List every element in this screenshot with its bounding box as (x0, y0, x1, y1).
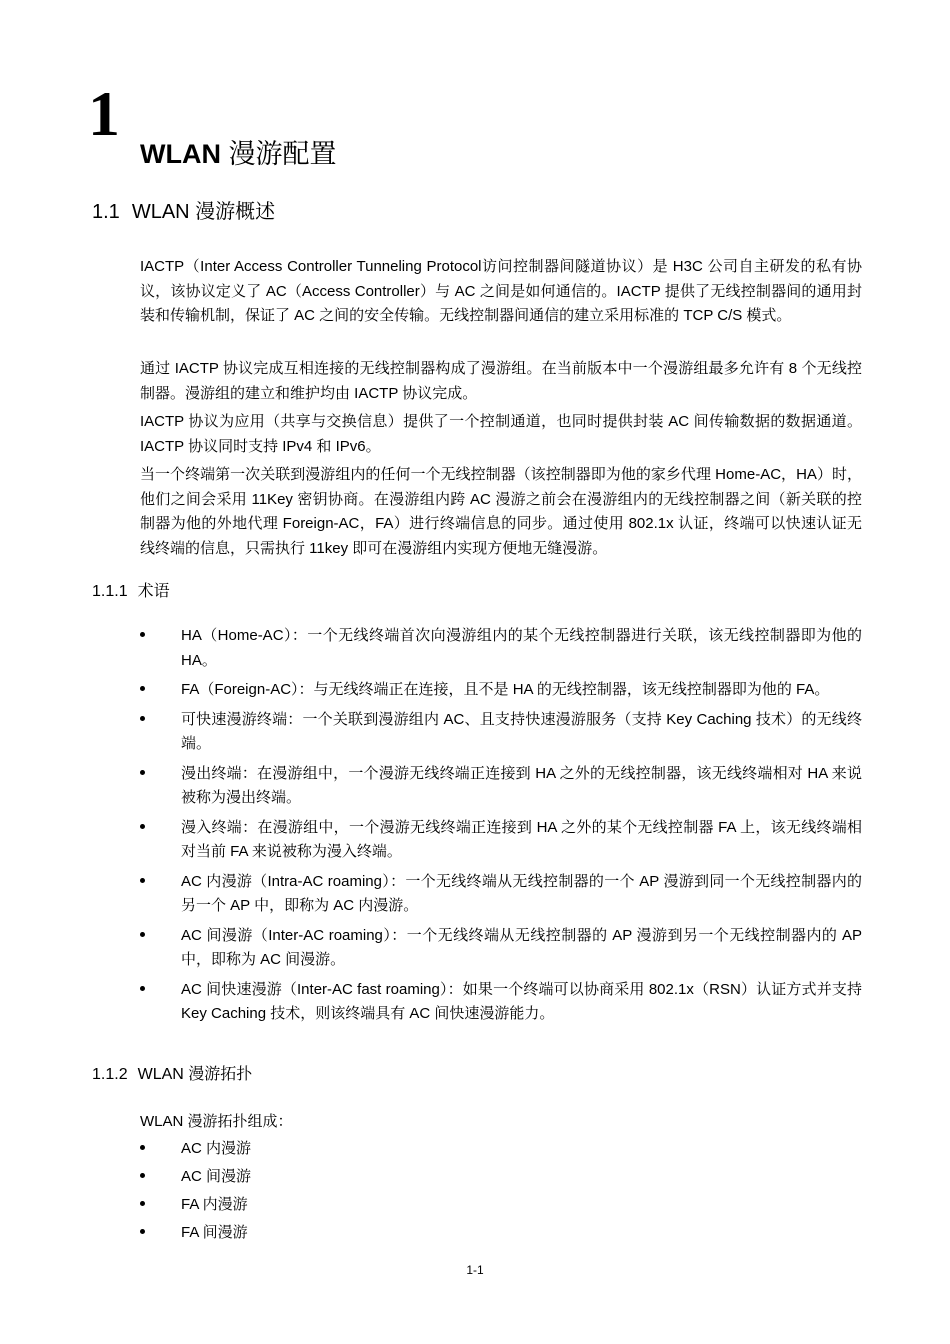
terms-list (140, 624, 862, 1032)
chapter-title-cjk: 漫游配置 (220, 139, 337, 169)
bullet-icon (140, 716, 145, 721)
bullet-icon (140, 1229, 145, 1234)
list-item (140, 624, 862, 673)
list-item-text: FA 间漫游 (181, 1224, 248, 1241)
list-item (140, 1165, 862, 1190)
list-item-text: 可快速漫游终端：一个关联到漫游组内 AC、且支持快速漫游服务（支持 Key Caching 技术）的无线终端。 (181, 710, 862, 752)
paragraph-iactp-channels: IACTP 协议为应用（共享与交换信息）提供了一个控制通道，也同时提供封装 AC 间传输数据的数据通道。IACTP 协议同时支持 IPv4 和 IPv6。 (140, 413, 862, 455)
list-item (140, 924, 862, 973)
bullet-icon (140, 632, 145, 637)
list-item-text: AC 间漫游 (181, 1168, 252, 1185)
paragraph-roaming-group: 通过 IACTP 协议完成互相连接的无线控制器构成了漫游组。在当前版本中一个漫游组最多允许有 8 个无线控制器。漫游组的建立和维护均由 IACTP 协议完成。 (140, 360, 862, 402)
list-item-text: AC 内漫游 (181, 1140, 252, 1157)
list-item-text: FA 内漫游 (181, 1196, 248, 1213)
list-item (140, 1193, 862, 1218)
subsection-heading-terms (92, 581, 170, 603)
paragraph-home-ac: 当一个终端第一次关联到漫游组内的任何一个无线控制器（该控制器即为他的家乡代理 Home-AC，HA）时，他们之间会采用 11Key 密钥协商。在漫游组内跨 AC 漫游之前会在漫游组内的无线控制器之间（新关联的控制器为他的外地代理 Foreign-AC，FA）进行终端信息的同步。通过使用 802.1x 认证，终端可以快速认证无线终端的信息，只需执行 11key 即可在漫游组内实现方便地无缝漫游。 (140, 466, 862, 557)
bullet-icon (140, 1173, 145, 1178)
bullet-icon (140, 824, 145, 829)
bullet-icon (140, 986, 145, 991)
subsection-number: 1.1.2 (92, 1066, 128, 1083)
bullet-icon (140, 770, 145, 775)
section-title: WLAN 漫游概述 (131, 201, 276, 223)
list-item-text: AC 间快速漫游（Inter-AC fast roaming）：如果一个终端可以协商采用 802.1x（RSN）认证方式并支持 Key Caching 技术，则该终端具有 AC 间快速漫游能力。 (181, 980, 862, 1022)
bullet-icon (140, 686, 145, 691)
section-heading (92, 198, 275, 226)
list-item (140, 870, 862, 919)
bullet-icon (140, 932, 145, 937)
list-item-text: AC 间漫游（Inter-AC roaming）：一个无线终端从无线控制器的 AP 漫游到另一个无线控制器内的 AP 中，即称为 AC 间漫游。 (181, 926, 862, 968)
chapter-title-latin: WLAN (140, 139, 221, 169)
list-item-text: 漫出终端：在漫游组中，一个漫游无线终端正连接到 HA 之外的无线控制器，该无线终端相对 HA 来说被称为漫出终端。 (181, 764, 862, 806)
list-item (140, 978, 862, 1027)
subsection-title: WLAN 漫游拓扑 (137, 1066, 253, 1083)
page-number: 1-1 (466, 1263, 484, 1277)
list-item-text: FA（Foreign-AC）：与无线终端正在连接，且不是 HA 的无线控制器，该无线控制器即为他的 FA。 (181, 681, 830, 698)
list-item (140, 678, 862, 703)
section-number: 1.1 (92, 201, 120, 223)
list-item (140, 816, 862, 865)
list-item-text: AC 内漫游（Intra-AC roaming）：一个无线终端从无线控制器的一个 AP 漫游到同一个无线控制器内的另一个 AP 中，即称为 AC 内漫游。 (181, 872, 862, 914)
subsection-heading-topology (92, 1064, 252, 1086)
list-item-text: 漫入终端：在漫游组中，一个漫游无线终端正连接到 HA 之外的某个无线控制器 FA 上，该无线终端相对当前 FA 来说被称为漫入终端。 (181, 818, 862, 860)
bullet-icon (140, 1201, 145, 1206)
chapter-title (140, 136, 337, 172)
bullet-icon (140, 878, 145, 883)
topology-intro: WLAN 漫游拓扑组成： (140, 1113, 293, 1130)
list-item (140, 762, 862, 811)
bullet-icon (140, 1145, 145, 1150)
subsection-title: 术语 (137, 583, 170, 600)
paragraph-iactp-intro: IACTP（Inter Access Controller Tunneling Protocol访问控制器间隧道协议）是 H3C 公司自主研发的私有协议，该协议定义了 AC（Access Controller）与 AC 之间是如何通信的。IACTP 提供了无线控制器间的通用封装和传输机制，保证了 AC 之间的安全传输。无线控制器间通信的建立采用标准的 TCP C/S 模式。 (140, 258, 862, 324)
chapter-number: 1 (88, 78, 120, 149)
list-item (140, 708, 862, 757)
list-item (140, 1221, 862, 1246)
subsection-number: 1.1.1 (92, 583, 128, 600)
topology-list (140, 1137, 862, 1249)
list-item-text: HA（Home-AC）：一个无线终端首次向漫游组内的某个无线控制器进行关联，该无线控制器即为他的 HA。 (181, 627, 862, 669)
list-item (140, 1137, 862, 1162)
